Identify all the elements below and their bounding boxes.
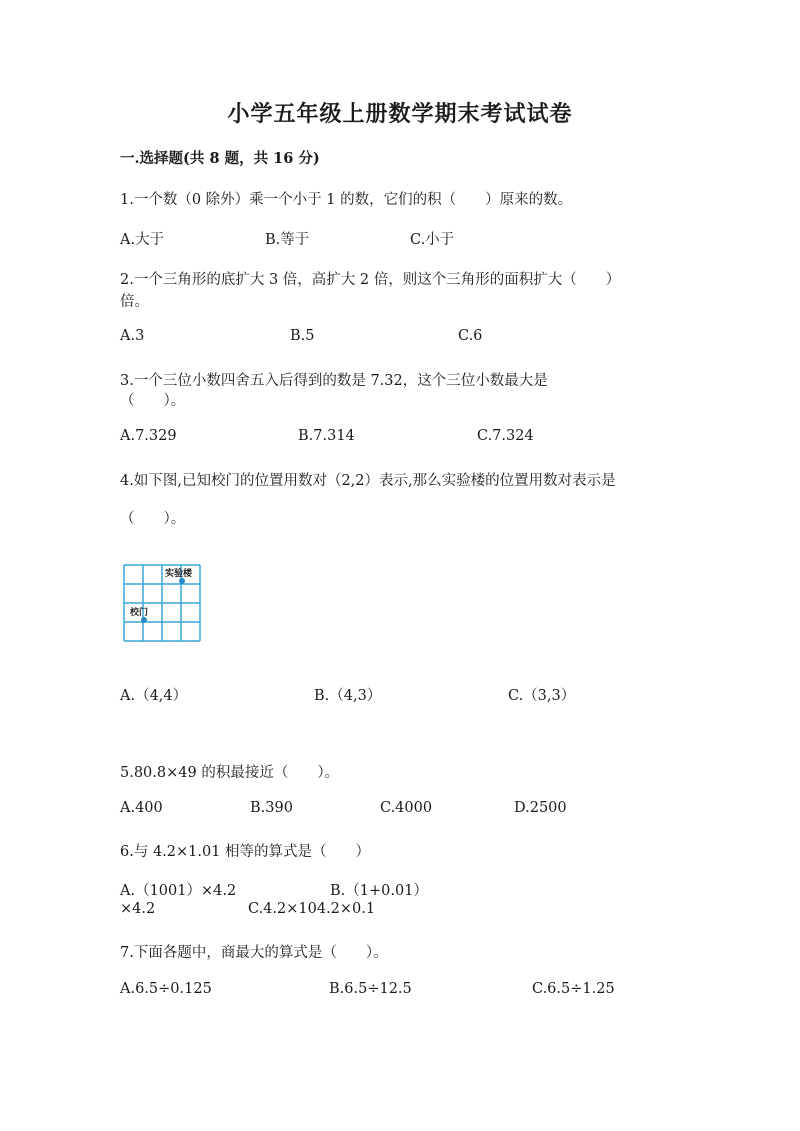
question-5-option-b: B.390 xyxy=(250,800,293,816)
question-1-option-a: A.大于 xyxy=(120,232,165,248)
question-2-option-c: C.6 xyxy=(458,328,483,344)
question-5-text: 5.80.8×49 的积最接近（ ）。 xyxy=(120,765,340,781)
question-5-option-d: D.2500 xyxy=(514,800,567,816)
question-1-option-c: C.小于 xyxy=(410,232,455,248)
question-6-option-b-continued: ×4.2 xyxy=(120,901,156,917)
question-4-option-c: C.（3,3） xyxy=(508,688,576,704)
question-3-option-b: B.7.314 xyxy=(298,428,355,444)
question-7-option-a: A.6.5÷0.125 xyxy=(120,981,212,997)
question-6-option-b: B.（1+0.01） xyxy=(330,883,428,899)
question-7-option-b: B.6.5÷12.5 xyxy=(329,981,412,997)
question-1-text: 1.一个数（0 除外）乘一个小于 1 的数，它们的积（ ）原来的数。 xyxy=(120,192,573,208)
question-2-option-a: A.3 xyxy=(120,328,145,344)
question-3-option-a: A.7.329 xyxy=(120,428,177,444)
question-1-option-b: B.等于 xyxy=(265,232,310,248)
coordinate-grid-figure xyxy=(122,563,202,643)
question-3-text-line1: 3.一个三位小数四舍五入后得到的数是 7.32，这个三位小数最大是 xyxy=(120,373,548,389)
gate-label: 校门 xyxy=(130,608,149,618)
lab-label: 实验楼 xyxy=(165,569,193,579)
question-5-option-a: A.400 xyxy=(120,800,163,816)
question-5-option-c: C.4000 xyxy=(380,800,433,816)
question-2-option-b: B.5 xyxy=(290,328,315,344)
question-6-text: 6.与 4.2×1.01 相等的算式是（ ） xyxy=(120,844,371,860)
question-6-option-a: A.（1001）×4.2 xyxy=(120,883,237,899)
grid-svg xyxy=(122,563,202,643)
question-3-text-line2: （ ）。 xyxy=(120,393,186,409)
question-4-text-line2: （ ）。 xyxy=(120,511,186,527)
question-4-option-a: A.（4,4） xyxy=(120,688,188,704)
question-2-text-line1: 2.一个三角形的底扩大 3 倍，高扩大 2 倍，则这个三角形的面积扩大（ ） xyxy=(120,272,621,288)
page-title: 小学五年级上册数学期末考试试卷 xyxy=(227,101,573,127)
section-heading: 一.选择题(共 8 题，共 16 分) xyxy=(120,150,320,167)
question-4-text-line1: 4.如下图,已知校门的位置用数对（2,2）表示,那么实验楼的位置用数对表示是 xyxy=(120,473,616,489)
question-6-option-c: C.4.2×104.2×0.1 xyxy=(248,901,376,917)
question-3-option-c: C.7.324 xyxy=(477,428,534,444)
question-4-option-b: B.（4,3） xyxy=(314,688,382,704)
question-7-text: 7.下面各题中，商最大的算式是（ ）。 xyxy=(120,945,388,961)
question-7-option-c: C.6.5÷1.25 xyxy=(532,981,615,997)
question-2-text-line2: 倍。 xyxy=(120,294,149,310)
